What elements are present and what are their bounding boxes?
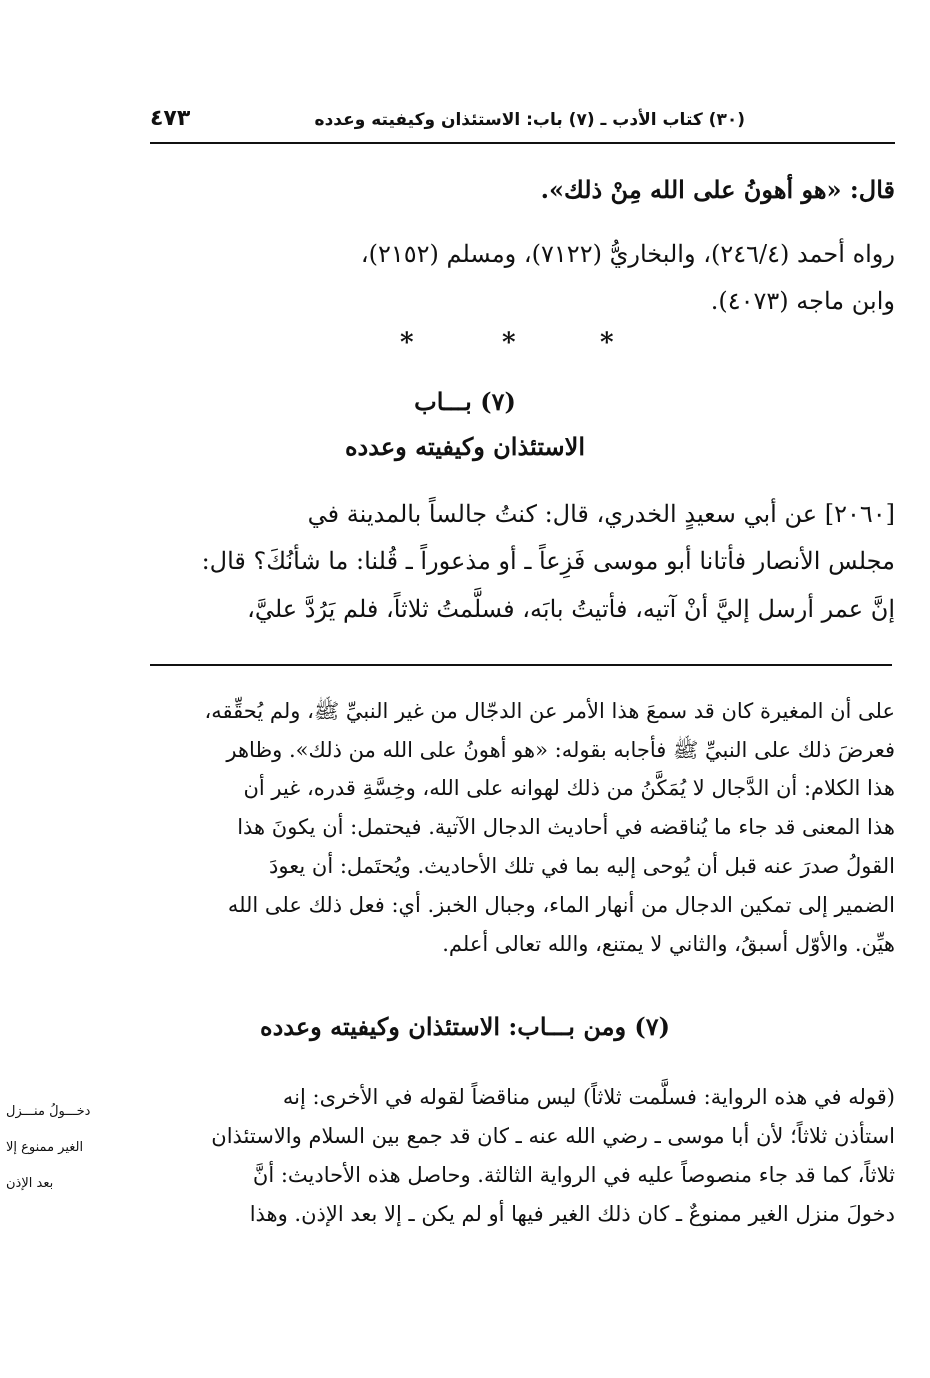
section-line: استأذن ثلاثاً؛ لأن أبا موسى ـ رضي الله عنه ـ كان قد جمع بين السلام والاستئذان (211, 1124, 895, 1148)
separator-star: * (502, 328, 516, 358)
section-separator (400, 328, 630, 358)
section-line: ثلاثاً، كما قد جاء منصوصاً عليه في الرواية الثالثة. وحاصل هذه الأحاديث: أنَّ (252, 1163, 895, 1187)
margin-note: بعد الإذن (6, 1176, 54, 1191)
hadith-line: مجلس الأنصار فأتانا أبو موسى فَزِعاً ـ أو مذعوراً ـ قُلنا: ما شأنُكَ؟ قال: (201, 547, 895, 575)
commentary-subheading: (٧) ومن بـــاب: الاستئذان وكيفيته وعدده (260, 1012, 670, 1041)
commentary-line: فعرضَ ذلك على النبيِّ ﷺ فأجابه بقوله: «هو أهونُ على الله من ذلك». وظاهر (226, 738, 895, 762)
margin-note: الغير ممنوع إلا (6, 1140, 84, 1155)
chapter-label: (٧) بـــاب (414, 387, 516, 416)
margin-note: دخـــولُ منـــزل (6, 1104, 91, 1119)
commentary-line: القولُ صدرَ عنه قبل أن يُوحى إليه بما في تلك الأحاديث. ويُحتَمل: أن يعودَ (269, 854, 895, 878)
commentary-line: هذا المعنى قد جاء ما يُناقضه في أحاديث الدجال الآتية. فيحتمل: أن يكونَ هذا (237, 815, 895, 839)
section-line: (قوله في هذه الرواية: فسلَّمت ثلاثاً) ليس مناقضاً لقوله في الأخرى: إنه (282, 1085, 895, 1109)
running-header (150, 106, 895, 144)
narration-line: وابن ماجه (٤٠٧٣). (710, 287, 895, 315)
quote-line: قال: «هو أهونُ على الله مِنْ ذلك». (540, 175, 895, 204)
commentary-line: هيِّن. والأوّل أسبقُ، والثاني لا يمتنع، والله تعالى أعلم. (442, 932, 895, 956)
commentary-line: على أن المغيرة كان قد سمعَ هذا الأمر عن الدجّال من غير النبيِّ ﷺ، ولم يُحقِّقه، (204, 699, 895, 723)
chapter-title: الاستئذان وكيفيته وعدده (344, 432, 586, 461)
commentary-line: هذا الكلام: أن الدَّجال لا يُمَكَّنُ من ذلك لهوانه على الله، وخِسَّةِ قدره، غير أن (243, 776, 895, 800)
narration-line: رواه أحمد (٢٤٦/٤)، والبخاريُّ (٧١٢٢)، ومسلم (٢١٥٢)، (360, 240, 895, 268)
section-line: دخولَ منزل الغير ممنوعٌ ـ كان ذلك الغير فيها أو لم يكن ـ إلا بعد الإذن. وهذا (249, 1202, 895, 1226)
separator-star: * (600, 328, 614, 358)
hadith-line: [٢٠٦٠] عن أبي سعيدٍ الخدري، قال: كنتُ جالساً بالمدينة في (307, 500, 895, 528)
page-number: ٤٧٣ (150, 106, 191, 131)
running-title: (٣٠) كتاب الأدب ـ (٧) باب: الاستئذان وكيفيته وعدده (314, 110, 745, 130)
footnote-divider (150, 664, 892, 666)
commentary-line: الضمير إلى تمكين الدجال من أنهار الماء، وجبال الخبز. أي: فعل ذلك على الله (227, 893, 895, 917)
separator-star: * (400, 328, 414, 358)
hadith-line: إنَّ عمر أرسل إليَّ أنْ آتيه، فأتيتُ بابَه، فسلَّمتُ ثلاثاً، فلم يَرُدَّ عليَّ، (247, 595, 895, 623)
